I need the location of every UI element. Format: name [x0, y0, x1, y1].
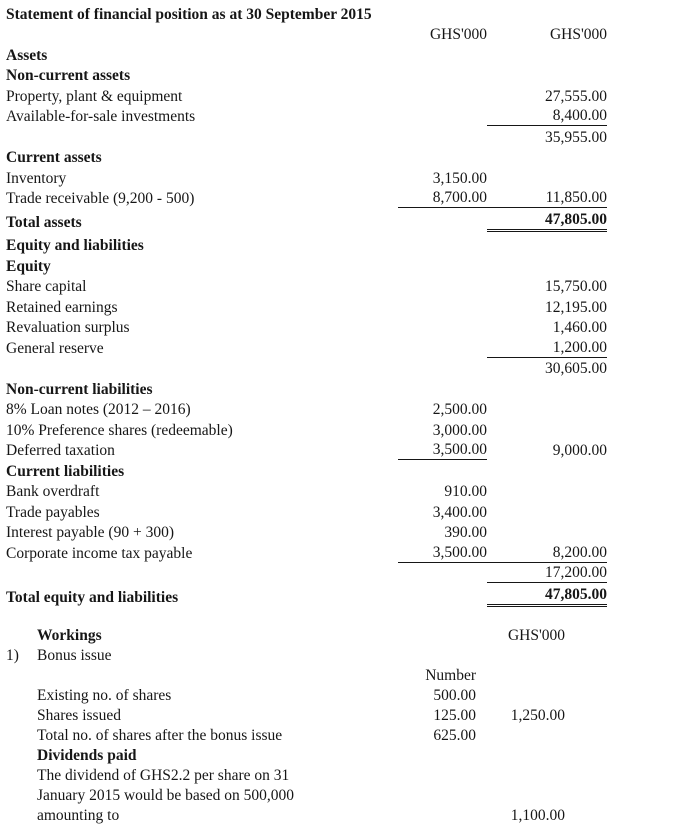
amount-col1: 390.00	[444, 524, 487, 541]
row-general-reserve	[6, 337, 678, 358]
section-heading: Assets	[6, 46, 48, 64]
row-label: Total no. of shares after the bonus issue	[37, 726, 283, 744]
amount-col2: 9,000.00	[552, 442, 607, 459]
amount-col2: 12,195.00	[545, 298, 607, 316]
amount-col2: 1,460.00	[552, 319, 607, 336]
row-label: Share capital	[6, 278, 87, 295]
row-current-assets-heading	[6, 147, 678, 168]
row-label: Retained earnings	[6, 298, 118, 316]
total-label: Total equity and liabilities	[6, 588, 179, 606]
amount-col1: 3,000.00	[432, 421, 487, 439]
row-total-equity-liabilities	[6, 586, 678, 607]
row-label: Bank overdraft	[6, 483, 100, 500]
note-text: The dividend of GHS2.2 per share on 31	[37, 766, 290, 784]
amount-col1: 3,400.00	[432, 503, 487, 521]
workings-col-header-row	[6, 665, 678, 685]
amount-col2: 15,750.00	[545, 278, 607, 295]
total-amount: 47,805.00	[487, 586, 607, 607]
row-label: Existing no. of shares	[37, 686, 172, 704]
row-equity-subtotal	[6, 358, 678, 379]
row-label: Interest payable (90 + 300)	[6, 524, 174, 541]
workings-col1: 125.00	[433, 706, 476, 724]
number-col-header: Number	[425, 666, 476, 684]
section-heading: Non-current assets	[6, 67, 131, 84]
row-non-current-assets-heading	[6, 65, 678, 86]
row-loan-notes	[6, 399, 678, 420]
amount-col1: 3,150.00	[432, 169, 487, 187]
amount-col2: 11,850.00	[487, 189, 607, 208]
amount-col2: 27,555.00	[545, 87, 607, 105]
row-label: General reserve	[6, 339, 104, 357]
dividends-heading: Dividends paid	[37, 746, 137, 764]
row-label: Property, plant & equipment	[6, 87, 183, 105]
row-equity-and-liabilities-heading	[6, 235, 678, 256]
col2-unit-header: GHS'000	[549, 26, 607, 43]
row-label: Inventory	[6, 169, 67, 187]
row-label: Trade payables	[6, 503, 100, 521]
row-share-capital	[6, 276, 678, 297]
row-non-current-assets-subtotal	[6, 126, 678, 147]
row-label: Trade receivable (9,200 - 500)	[6, 190, 195, 207]
row-label: Deferred taxation	[6, 442, 115, 459]
section-heading: Non-current liabilities	[6, 380, 153, 398]
section-heading: Equity	[6, 257, 51, 275]
item-label: Bonus issue	[37, 646, 112, 664]
note-text: January 2015 would be based on 500,000	[37, 786, 294, 804]
row-label: Shares issued	[37, 706, 121, 724]
row-interest-payable	[6, 522, 678, 543]
row-label: Revaluation surplus	[6, 319, 130, 336]
row-total-assets	[6, 211, 678, 232]
amount-col1: 3,500.00	[398, 544, 487, 563]
row-bank-overdraft	[6, 481, 678, 502]
row-label: 8% Loan notes (2012 – 2016)	[6, 401, 191, 418]
row-retained-earnings	[6, 296, 678, 317]
row-inventory	[6, 167, 678, 188]
row-trade-receivable	[6, 188, 678, 209]
workings-col1: 500.00	[433, 686, 476, 704]
row-label: Corporate income tax payable	[6, 544, 193, 562]
page-title: Statement of financial position as at 30 September 2015	[6, 5, 372, 23]
workings-header-row	[6, 625, 678, 645]
item-number: 1)	[6, 646, 19, 664]
section-heading: Current liabilities	[6, 462, 125, 480]
row-existing-shares	[6, 685, 678, 705]
row-liabilities-subtotal	[6, 563, 678, 584]
amount-col1: 3,500.00	[398, 441, 487, 460]
row-revaluation-surplus	[6, 317, 678, 338]
row-shares-issued	[6, 705, 678, 725]
total-label: Total assets	[6, 213, 82, 231]
row-dividend-note-line2	[6, 785, 678, 805]
workings-col1: 625.00	[433, 726, 476, 744]
amount-col2: 8,200.00	[487, 544, 607, 563]
row-preference-shares	[6, 419, 678, 440]
row-deferred-taxation	[6, 440, 678, 461]
section-heading: Equity and liabilities	[6, 237, 144, 254]
row-trade-payables	[6, 501, 678, 522]
row-corporate-income-tax	[6, 542, 678, 563]
row-equity-heading	[6, 255, 678, 276]
workings-unit-header: GHS'000	[507, 626, 565, 644]
amount-col1: 2,500.00	[432, 401, 487, 418]
workings-col2: 1,100.00	[510, 806, 565, 824]
row-available-for-sale-investments	[6, 106, 678, 127]
row-dividends-paid-heading	[6, 745, 678, 765]
row-dividend-note-line1	[6, 765, 678, 785]
amount-col2: 8,400.00	[487, 107, 607, 126]
workings-col2: 1,250.00	[510, 706, 565, 724]
row-dividend-amount	[6, 805, 678, 825]
title-row	[6, 3, 678, 24]
row-non-current-liabilities-heading	[6, 378, 678, 399]
subtotal-amount: 17,200.00	[487, 564, 607, 583]
row-label: 10% Preference shares (redeemable)	[6, 421, 233, 439]
amount-col1: 8,700.00	[398, 189, 487, 208]
amount-col2: 1,200.00	[487, 339, 607, 358]
unit-header-row	[6, 24, 678, 45]
subtotal-amount: 35,955.00	[545, 128, 607, 146]
row-total-shares-after-bonus	[6, 725, 678, 745]
row-property-plant-equipment	[6, 85, 678, 106]
col1-unit-header: GHS'000	[429, 26, 487, 43]
note-text: amounting to	[37, 806, 120, 824]
row-assets-heading	[6, 44, 678, 65]
total-amount: 47,805.00	[487, 211, 607, 232]
workings-heading: Workings	[37, 626, 102, 644]
amount-col1: 910.00	[444, 483, 487, 500]
row-current-liabilities-heading	[6, 460, 678, 481]
subtotal-amount: 30,605.00	[545, 360, 607, 377]
workings-item-row	[6, 645, 678, 665]
row-label: Available-for-sale investments	[6, 108, 196, 125]
section-heading: Current assets	[6, 149, 102, 166]
